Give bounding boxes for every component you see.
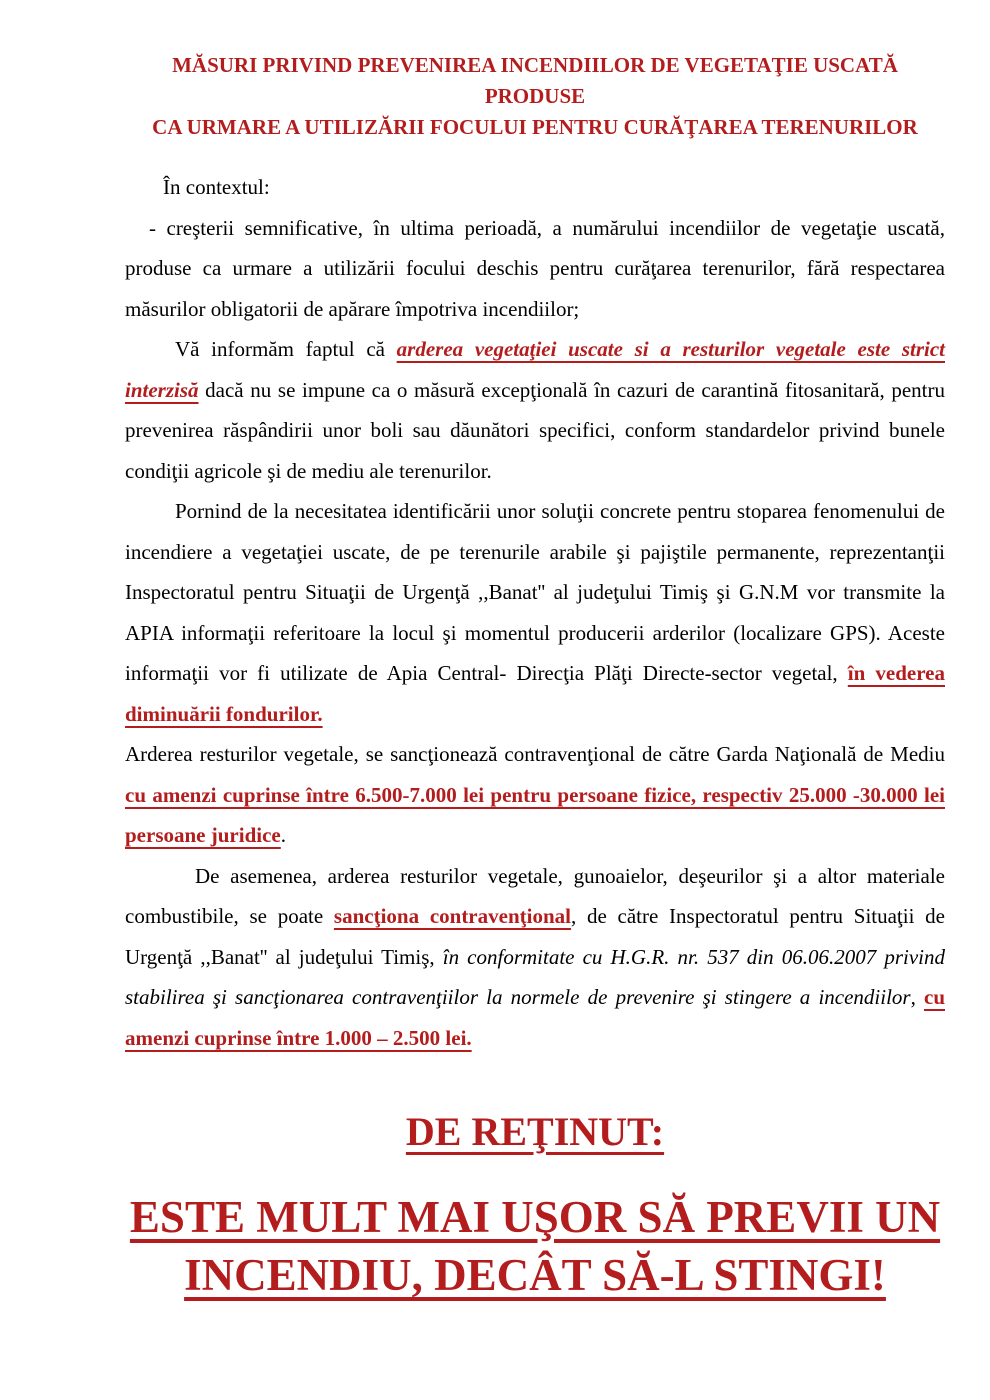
text-segment: De asemenea, arderea resturilor vegetale, gunoaielor, deşeurilor şi a altor materiale combustibile, se poate: [125, 863, 945, 928]
text-segment: Pornind de la necesitatea identificării unor soluţii concrete pentru stoparea fenomenului de incendiere a vegetaţiei uscate, de pe terenurile arabile şi pajiştile permanente, reprezentanţii Inspectoratul pentru Situaţii de Urgenţă ,,Banat'' al judeţului Timiş şi G.N.M vor transmite la APIA informaţii referitoare la locul şi momentul producerii arderilor (localizare GPS). Aceste informaţii vor fi utilizate de Apia Central- Direcţia Plăţi Directe-sector vegetal,: [125, 499, 945, 685]
paragraph-context-item: [125, 208, 945, 330]
text-segment: în vederea diminuării fondurilor.: [125, 661, 945, 726]
text-segment: arderea vegetaţiei uscate si a resturilor vegetale este strict interzisă: [125, 337, 946, 402]
document-body: [125, 167, 945, 1058]
document-title-line2: CA URMARE A UTILIZĂRII FOCULUI PENTRU CURĂŢAREA TERENURILOR: [152, 115, 918, 139]
paragraph-isu-fines: [125, 856, 945, 1059]
warning-heading-line1: ESTE MULT MAI UŞOR SĂ PREVII UN: [129, 1192, 941, 1242]
warning-heading: [125, 1188, 945, 1304]
text-segment: cu amenzi cuprinse între 1.000 – 2.500 lei.: [125, 985, 946, 1050]
text-segment: Arderea resturilor vegetale, se sancţionează contravenţional de către Garda Naţională de Mediu: [125, 742, 945, 766]
warning-heading-line2: INCENDIU, DECÂT SĂ-L STINGI!: [184, 1250, 886, 1300]
note-heading: [125, 1108, 945, 1156]
note-heading-text: DE REŢINUT:: [405, 1109, 665, 1154]
text-segment: În contextul:: [163, 175, 270, 199]
text-segment: sancţiona contravenţional: [333, 904, 571, 928]
text-segment: - creşterii semnificative, în ultima perioadă, a numărului incendiilor de vegetaţie uscată, produse ca urmare a utilizării focului deschis pentru curăţarea terenurilor, fără respectarea măsurilor obligatorii de apărare împotriva incendiilor;: [125, 215, 945, 321]
text-segment: în conformitate cu H.G.R. nr. 537 din 06.06.2007 privind stabilirea şi sancţionarea contravenţiilor la normele de prevenire şi stingere a incendiilor: [125, 944, 945, 1009]
text-segment: dacă nu se impune ca o măsură excepţională în cazuri de carantină fitosanitară, pentru prevenirea răspândirii unor boli sau dăunători specifici, conform standardelor privind bunele condiţii agricole şi de mediu ale terenurilor.: [125, 377, 945, 483]
text-segment: , de către Inspectoratul pentru Situaţii de Urgenţă ,,Banat'' al judeţului Timiş,: [125, 904, 945, 969]
text-segment: cu amenzi cuprinse între 6.500-7.000 lei pentru persoane fizice, respectiv 25.000 -30.000 lei persoane juridice: [125, 782, 945, 847]
document-title-line1: MĂSURI PRIVIND PREVENIREA INCENDIILOR DE VEGETAŢIE USCATĂ PRODUSE: [172, 53, 898, 108]
paragraph-apia-gps: [125, 491, 945, 734]
paragraph-interdiction: [125, 329, 945, 491]
paragraph-garda-mediu-fines: [125, 734, 945, 856]
text-segment: Vă informăm faptul că: [175, 337, 397, 361]
text-segment: ,: [910, 985, 925, 1009]
document-title: [125, 50, 945, 143]
paragraph-context-intro: [125, 167, 945, 208]
text-segment: .: [280, 823, 286, 847]
